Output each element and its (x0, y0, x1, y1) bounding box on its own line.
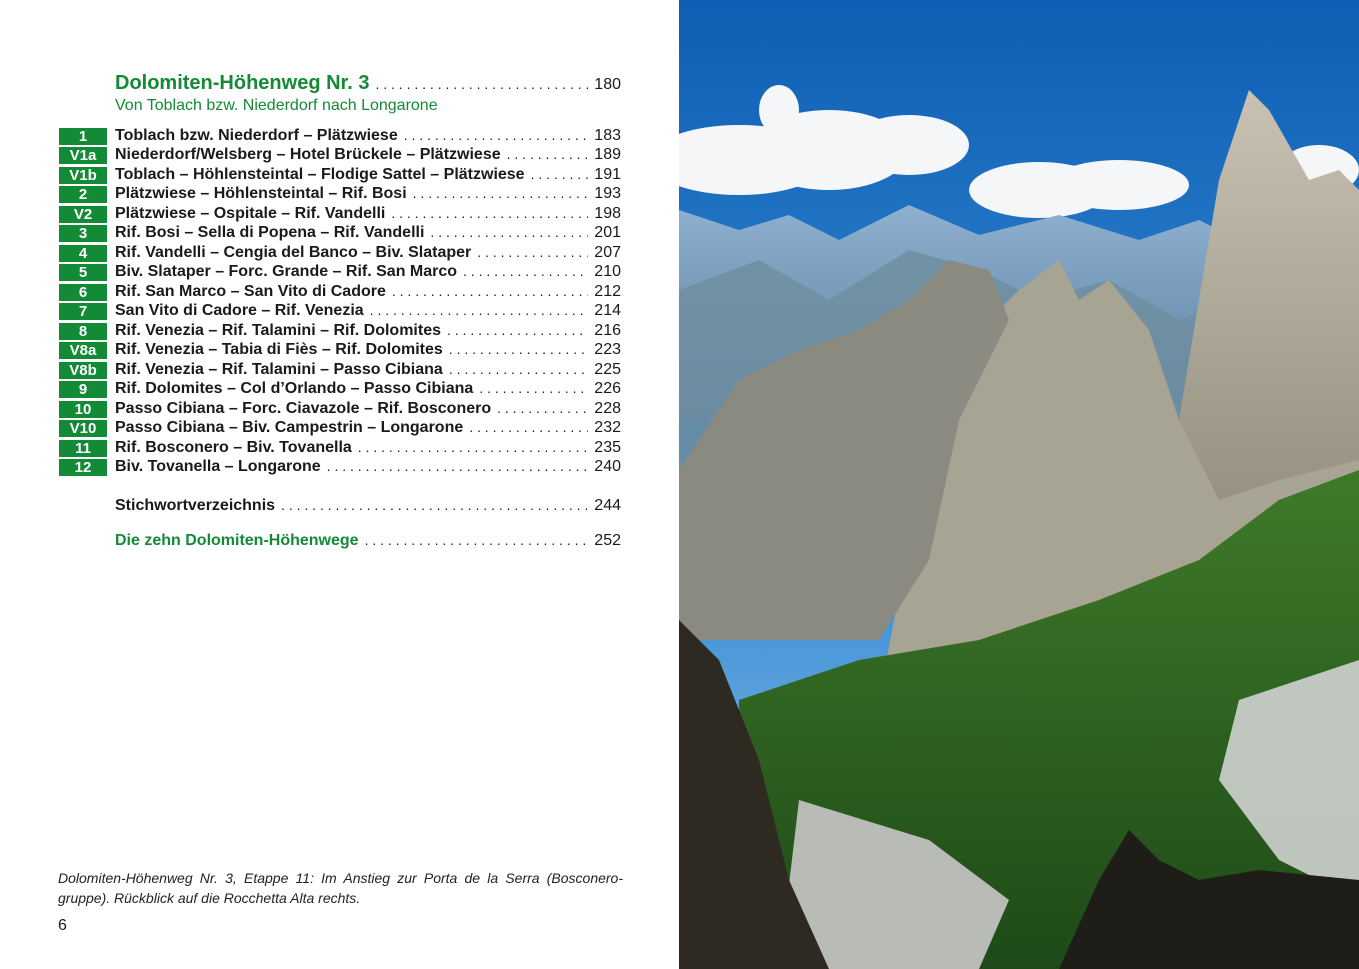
leader-dots (375, 76, 588, 92)
stage-badge: 8 (59, 323, 107, 340)
leader-dots (365, 532, 589, 548)
stage-badge: 3 (59, 225, 107, 242)
toc-entry-title: Rif. Venezia – Rif. Talamini – Passo Cibiana (115, 361, 443, 378)
toc-page (0, 0, 679, 969)
stage-badge: V8a (59, 342, 107, 359)
leader-dots (281, 497, 588, 513)
leader-dots (449, 341, 589, 357)
toc-entry-title: Biv. Tovanella – Longarone (115, 458, 321, 475)
leader-dots (358, 439, 589, 455)
toc-entry-title: Rif. Bosi – Sella di Popena – Rif. Vandelli (115, 224, 425, 241)
toc-entry-title: San Vito di Cadore – Rif. Venezia (115, 302, 364, 319)
stage-badge: 11 (59, 440, 107, 457)
toc-header-title: Dolomiten-Höhenweg Nr. 3 (115, 72, 370, 94)
toc-entry-title: Niederdorf/Welsberg – Hotel Brückele – Plätzwiese (115, 146, 501, 163)
toc-entry-page: 210 (594, 263, 621, 280)
toc-entry-page: 193 (594, 185, 621, 202)
toc-entry-page: 240 (594, 458, 621, 475)
photo-caption: Dolomiten-Höhenweg Nr. 3, Etappe 11: Im Anstieg zur Porta de la Serra (Bosconero-gruppe). Rückblick auf die Rocchetta Alta rechts. (58, 870, 623, 906)
toc-entry (115, 400, 621, 419)
toc-entry (115, 127, 621, 146)
toc-index-entry (115, 497, 621, 516)
leader-dots (449, 361, 588, 377)
toc-entry-page: 214 (594, 302, 621, 319)
toc-entry-title: Plätzwiese – Höhlensteintal – Rif. Bosi (115, 185, 407, 202)
toc-entry-title: Passo Cibiana – Biv. Campestrin – Longarone (115, 419, 464, 436)
toc-index-page: 244 (594, 497, 621, 514)
toc-entry-page: 212 (594, 283, 621, 300)
stage-badge: 1 (59, 128, 107, 145)
toc-entry-page: 225 (594, 361, 621, 378)
toc-entry (115, 263, 621, 282)
toc-entry-page: 223 (594, 341, 621, 358)
toc-entry-title: Rif. Dolomites – Col d’Orlando – Passo Cibiana (115, 380, 474, 397)
toc-entry-title: Rif. Bosconero – Biv. Tovanella (115, 439, 352, 456)
leader-dots (447, 322, 588, 338)
stage-badge: 5 (59, 264, 107, 281)
dolomites-landscape-image (679, 0, 1359, 969)
leader-dots (479, 380, 588, 396)
toc-entry (115, 458, 621, 477)
toc-entry (115, 341, 621, 360)
toc-entry (115, 322, 621, 341)
stage-badge: V10 (59, 420, 107, 437)
toc-header-subtitle: Von Toblach bzw. Niederdorf nach Longarone (115, 97, 438, 114)
toc-entry (115, 244, 621, 263)
toc-entry-title: Toblach – Höhlensteintal – Flodige Sattel – Plätzwiese (115, 166, 525, 183)
toc-entry (115, 224, 621, 243)
toc-entry-page: 232 (594, 419, 621, 436)
leader-dots (531, 166, 589, 182)
stage-badge: V1a (59, 147, 107, 164)
toc-overview-page: 252 (594, 532, 621, 549)
toc-entry-title: Biv. Slataper – Forc. Grande – Rif. San Marco (115, 263, 458, 280)
toc-entry-page: 198 (594, 205, 621, 222)
toc-entry-title: Rif. San Marco – San Vito di Cadore (115, 283, 386, 300)
leader-dots (327, 458, 589, 474)
leader-dots (463, 263, 588, 279)
stage-badge: 10 (59, 401, 107, 418)
stage-badge: 12 (59, 459, 107, 476)
toc-entry-page: 189 (594, 146, 621, 163)
toc-entry (115, 361, 621, 380)
stage-badge: 4 (59, 245, 107, 262)
toc-entry (115, 205, 621, 224)
leader-dots (370, 302, 589, 318)
toc-entry (115, 380, 621, 399)
toc-header-page: 180 (594, 76, 621, 93)
toc-entry (115, 146, 621, 165)
toc-index-title: Stichwortverzeichnis (115, 497, 276, 514)
leader-dots (430, 224, 588, 240)
stage-badge: V8b (59, 362, 107, 379)
toc-entry-page: 201 (594, 224, 621, 241)
toc-entry-title: Passo Cibiana – Forc. Ciavazole – Rif. Bosconero (115, 400, 492, 417)
toc-entry-title: Rif. Venezia – Tabia di Fiès – Rif. Dolomites (115, 341, 443, 358)
toc-entry-page: 191 (594, 166, 621, 183)
toc-entry (115, 166, 621, 185)
stage-badge: 7 (59, 303, 107, 320)
stage-badge: 6 (59, 284, 107, 301)
stage-badge: 9 (59, 381, 107, 398)
toc-entry-title: Toblach bzw. Niederdorf – Plätzwiese (115, 127, 398, 144)
toc-entry-page: 207 (594, 244, 621, 261)
leader-dots (507, 146, 589, 162)
toc-entry (115, 185, 621, 204)
toc-overview-entry (115, 532, 621, 551)
page-number: 6 (58, 917, 67, 934)
leader-dots (391, 205, 588, 221)
toc-entry-title: Rif. Venezia – Rif. Talamini – Rif. Dolomites (115, 322, 441, 339)
toc-header (115, 72, 621, 94)
toc-entry-page: 226 (594, 380, 621, 397)
leader-dots (404, 127, 589, 143)
toc-entry-page: 216 (594, 322, 621, 339)
toc-entry-title: Plätzwiese – Ospitale – Rif. Vandelli (115, 205, 386, 222)
toc-entry-page: 228 (594, 400, 621, 417)
stage-badge: V2 (59, 206, 107, 223)
leader-dots (469, 419, 588, 435)
mountain-photo (679, 0, 1359, 969)
toc-entry-title: Rif. Vandelli – Cengia del Banco – Biv. Slataper (115, 244, 472, 261)
leader-dots (477, 244, 588, 260)
toc-entry (115, 419, 621, 438)
toc-entry (115, 439, 621, 458)
stage-badge: V1b (59, 167, 107, 184)
toc-entry-page: 183 (594, 127, 621, 144)
toc-entry (115, 302, 621, 321)
leader-dots (413, 185, 589, 201)
leader-dots (497, 400, 588, 416)
toc-entry (115, 283, 621, 302)
toc-overview-title: Die zehn Dolomiten-Höhenwege (115, 532, 359, 549)
leader-dots (392, 283, 588, 299)
toc-entry-page: 235 (594, 439, 621, 456)
stage-badge: 2 (59, 186, 107, 203)
